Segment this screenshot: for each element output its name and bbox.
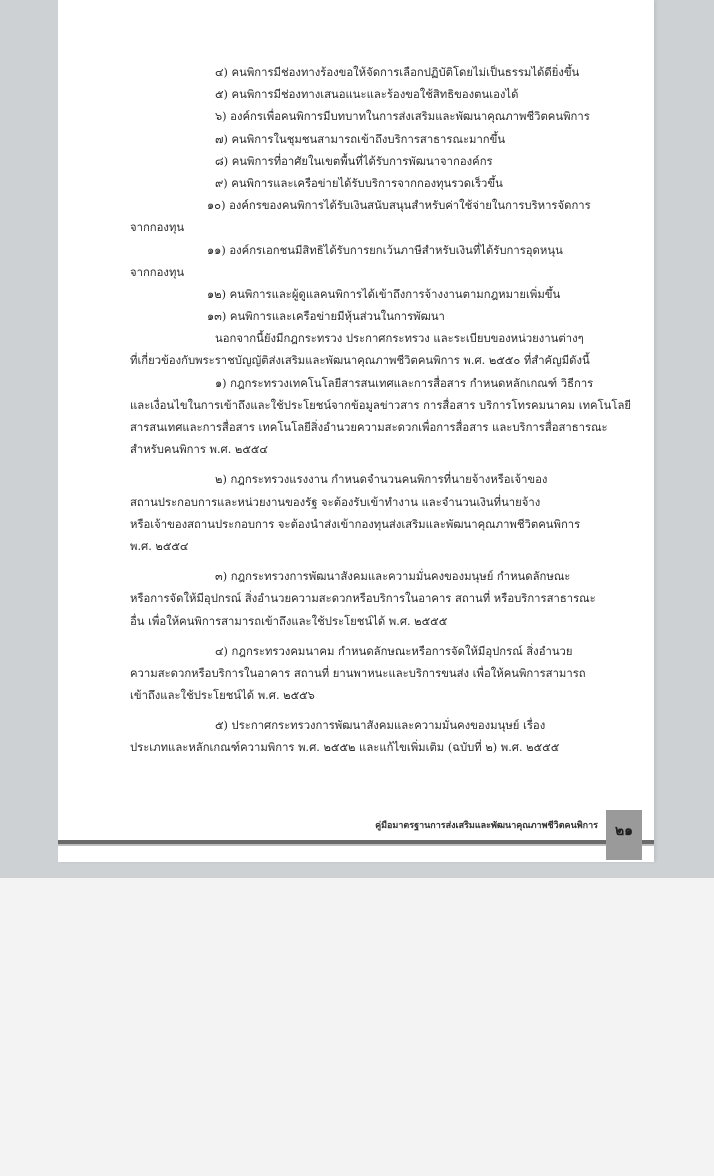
regulation-line: ๒) กฎกระทรวงแรงงาน กำหนดจำนวนคนพิการที่นายจ้างหรือเจ้าของ: [215, 473, 548, 487]
list-item: ๖) องค์กรเพื่อคนพิการมีบทบาทในการส่งเสริมและพัฒนาคุณภาพชีวิตคนพิการ: [215, 110, 590, 124]
regulation-line: ๓) กฎกระทรวงการพัฒนาสังคมและความมั่นคงของมนุษย์ กำหนดลักษณะ: [215, 570, 571, 584]
regulation-line: หรือการจัดให้มีอุปกรณ์ สิ่งอำนวยความสะดวกหรือบริการในอาคาร สถานที่ หรือบริการสาธารณะ: [130, 592, 596, 606]
list-item-13: ๑๓) คนพิการและเครือข่ายมีหุ้นส่วนในการพัฒนา: [207, 310, 445, 324]
regulation-line: หรือเจ้าของสถานประกอบการ จะต้องนำส่งเข้ากองทุนส่งเสริมและพัฒนาคุณภาพชีวิตคนพิการ: [130, 517, 581, 531]
regulation-line: ๕) ประกาศกระทรวงการพัฒนาสังคมและความมั่นคงของมนุษย์ เรื่อง: [215, 719, 546, 733]
page-number: ๒๑: [606, 810, 642, 860]
list-item: ๙) คนพิการและเครือข่ายได้รับบริการจากกองทุนรวดเร็วขึ้น: [215, 176, 503, 190]
list-item-11-line2: จากกองทุน: [130, 265, 185, 279]
regulation-line: ประเภทและหลักเกณฑ์ความพิการ พ.ศ. ๒๕๕๒ และแก้ไขเพิ่มเติม (ฉบับที่ ๒) พ.ศ. ๒๕๕๕: [130, 741, 560, 755]
list-item: ๕) คนพิการมีช่องทางเสนอแนะและร้องขอใช้สิทธิของตนเองได้: [215, 88, 519, 102]
intro-paragraph-line1: นอกจากนี้ยังมีกฎกระทรวง ประกาศกระทรวง และระเบียบของหน่วยงานต่างๆ: [215, 332, 584, 346]
regulation-line: ความสะดวกหรือบริการในอาคาร สถานที่ ยานพาหนะและบริการขนส่ง เพื่อให้คนพิการสามารถ: [130, 666, 586, 680]
regulation-line: สำหรับคนพิการ พ.ศ. ๒๕๕๔: [130, 443, 268, 457]
regulation-line: พ.ศ. ๒๕๕๔: [130, 539, 189, 553]
regulation-1: [130, 373, 631, 462]
list-item-10-line1: ๑๐) องค์กรของคนพิการได้รับเงินสนับสนุนสำหรับค่าใช้จ่ายในการบริหารจัดการ: [207, 199, 591, 213]
document-page: [58, 0, 654, 862]
list-item: ๔) คนพิการมีช่องทางร้องขอให้จัดการเลือกปฏิบัติโดยไม่เป็นธรรมได้ดียิ่งขึ้น: [215, 66, 580, 79]
regulation-2: [130, 469, 602, 558]
regulation-line: เข้าถึงและใช้ประโยชน์ได้ พ.ศ. ๒๕๕๖: [130, 689, 315, 703]
regulation-4: [130, 641, 602, 708]
regulation-line: อื่น เพื่อให้คนพิการสามารถเข้าถึงและใช้ประโยชน์ได้ พ.ศ. ๒๕๕๕: [130, 614, 448, 628]
regulation-line: สถานประกอบการและหน่วยงานของรัฐ จะต้องรับเข้าทำงาน และจำนวนเงินที่นายจ้าง: [130, 495, 541, 509]
list-item: ๘) คนพิการที่อาศัยในเขตพื้นที่ได้รับการพัฒนาจากองค์กร: [215, 154, 493, 168]
footer-divider-light: [58, 844, 654, 846]
regulation-line: ๔) กฎกระทรวงคมนาคม กำหนดลักษณะหรือการจัดให้มีอุปกรณ์ สิ่งอำนวย: [215, 644, 573, 658]
list-item-11-line1: ๑๑) องค์กรเอกชนมีสิทธิได้รับการยกเว้นภาษีสำหรับเงินที่ได้รับการอุดหนุน: [207, 243, 563, 257]
regulation-line: ๑) กฎกระทรวงเทคโนโลยีสารสนเทศและการสื่อสาร กำหนดหลักเกณฑ์ วิธีการ: [215, 376, 594, 390]
footer-title: คู่มือมาตรฐานการส่งเสริมและพัฒนาคุณภาพชีวิตคนพิการ: [375, 821, 598, 831]
regulation-5: [130, 715, 602, 759]
page-content: [130, 62, 631, 760]
intro-paragraph-line2: ที่เกี่ยวข้องกับพระราชบัญญัติส่งเสริมและพัฒนาคุณภาพชีวิตคนพิการ พ.ศ. ๒๕๕๐ ที่สำคัญมีดังนี้: [130, 354, 590, 368]
list-item: ๗) คนพิการในชุมชนสามารถเข้าถึงบริการสาธารณะมากขึ้น: [215, 132, 506, 146]
regulation-line: สารสนเทศและการสื่อสาร เทคโนโลยีสิ่งอำนวยความสะดวกเพื่อการสื่อสาร และบริการสื่อสาธารณะ: [130, 421, 608, 434]
regulation-line: และเงื่อนไขในการเข้าถึงและใช้ประโยชน์จากข้อมูลข่าวสาร การสื่อสาร บริการโทรคมนาคม เทคโนโลยี: [130, 398, 631, 412]
list-item-12: ๑๒) คนพิการและผู้ดูแลคนพิการได้เข้าถึงการจ้างงานตามกฎหมายเพิ่มขึ้น: [207, 287, 561, 301]
list-item-10-line2: จากกองทุน: [130, 221, 185, 235]
regulation-3: [130, 566, 602, 633]
